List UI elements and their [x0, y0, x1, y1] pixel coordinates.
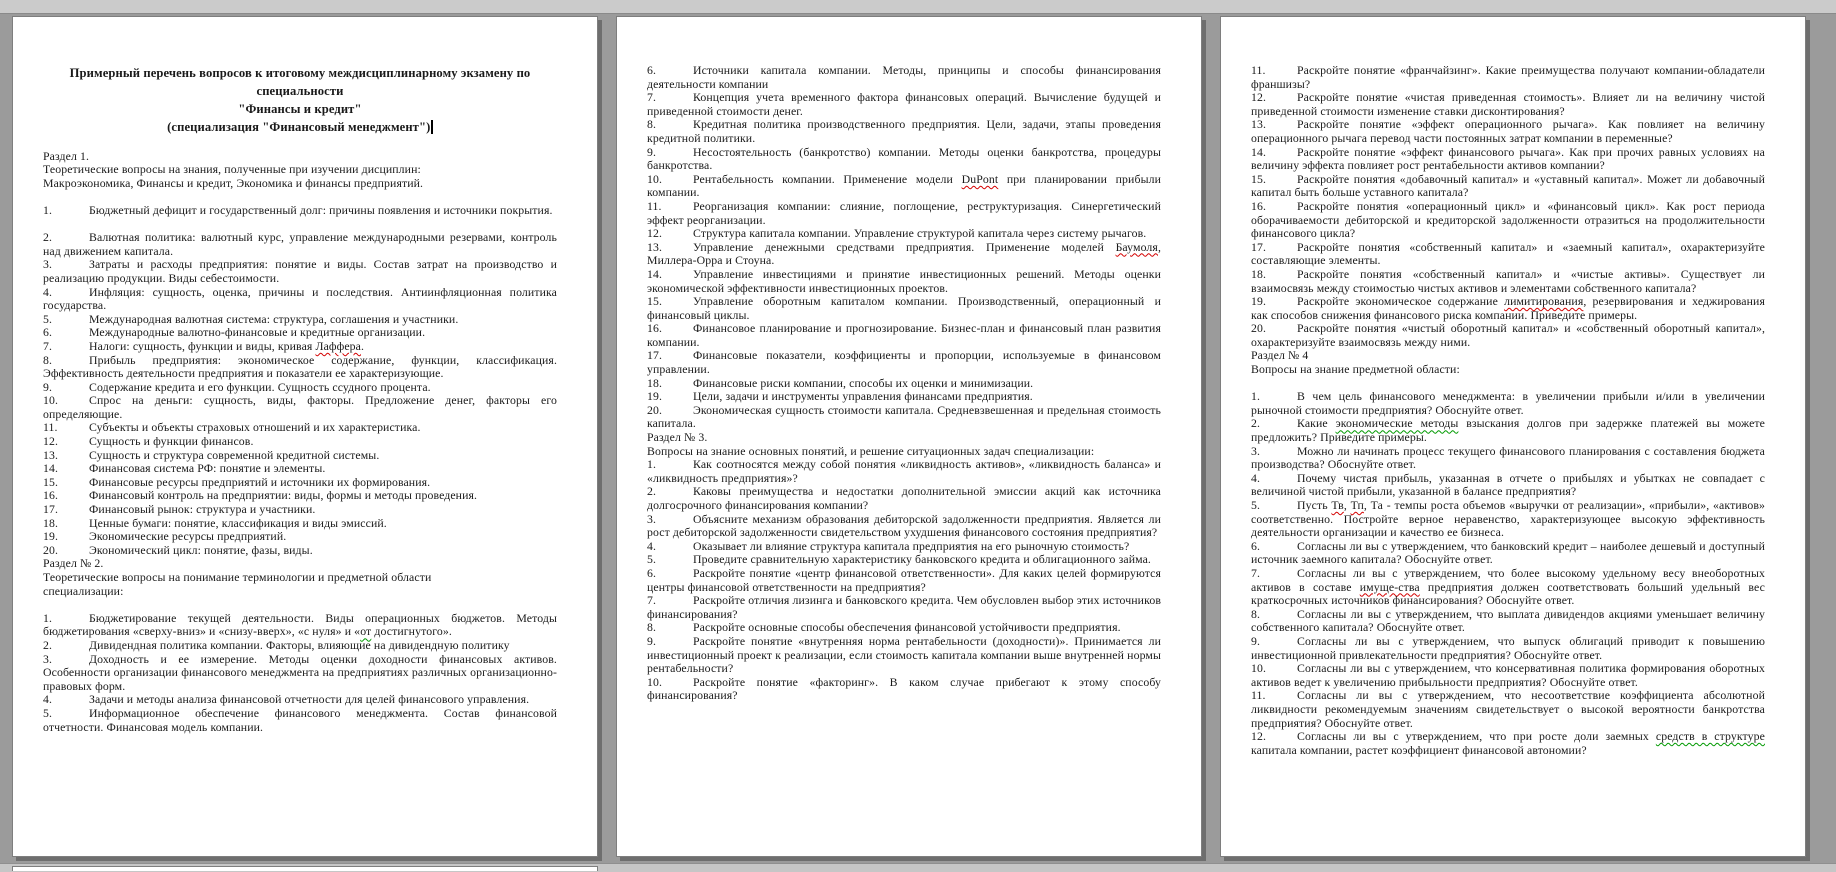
item-number: 20.: [647, 402, 663, 417]
text-run: Раскройте понятие «центр финансовой ответственности». Для каких целей формируются центры финансовой ответственности на предприятия?: [647, 565, 1161, 594]
text-run: Теоретические вопросы на понимание терминологии и предметной области: [43, 570, 432, 584]
question-list-item: [647, 295, 1161, 322]
item-number: 13.: [647, 239, 663, 254]
item-number: 9.: [647, 144, 657, 159]
text-run: Вопросы на знание предметной области:: [1251, 362, 1460, 377]
question-list-item: [1251, 472, 1765, 499]
item-number: 2.: [647, 484, 657, 499]
doc-title-line: [43, 100, 557, 118]
paragraph: [1251, 349, 1765, 363]
question-list-item: [647, 118, 1161, 145]
item-number: 2.: [43, 637, 53, 652]
text-run: Затраты и расходы предприятия: понятие и виды. Состав затрат на производство и реализацию продукции. Виды себестоимости.: [43, 257, 557, 285]
text-run: Международная валютная система: структура, соглашения и участники.: [89, 311, 459, 326]
item-number: 6.: [647, 63, 657, 77]
item-number: 3.: [43, 257, 53, 272]
text-run: Согласны ли вы с утверждением, что консервативная политика формирования оборотных активов ведет к увеличению прибыльности предприятия? Обоснуйте ответ.: [1251, 661, 1765, 689]
item-number: 10.: [43, 393, 59, 408]
question-list-item: [43, 449, 557, 463]
item-number: 16.: [1251, 198, 1267, 213]
item-number: 1.: [647, 457, 657, 472]
paragraph: [43, 557, 557, 571]
question-list-item: [1251, 146, 1765, 173]
item-number: 14.: [43, 461, 59, 476]
blank-line: [43, 598, 557, 612]
question-list-item: [43, 544, 557, 558]
question-list-item: [647, 146, 1161, 173]
spellcheck-underline: DuPont: [961, 171, 999, 186]
item-number: 6.: [43, 325, 53, 340]
question-list-item: [647, 91, 1161, 118]
paragraph: [647, 431, 1161, 445]
text-run: Сущность и структура современной кредитной системы.: [89, 447, 380, 462]
item-number: 8.: [647, 620, 657, 635]
item-number: 11.: [647, 198, 662, 213]
item-number: 17.: [1251, 239, 1267, 254]
item-number: 13.: [1251, 117, 1267, 132]
paragraph: [43, 163, 557, 177]
item-number: 19.: [43, 529, 59, 544]
text-run: Согласны ли вы с утверждением, что выплата дивидендов акциями уменьшает величину собственного капитала? Обоснуйте ответ.: [1251, 606, 1765, 635]
item-number: 16.: [647, 321, 663, 336]
question-list-item: [1251, 295, 1765, 322]
question-list-item: [43, 435, 557, 449]
text-run: Согласны ли вы с утверждением, что банковский кредит – наиболее дешевый и доступный источник заемного капитала? Обоснуйте ответ.: [1251, 538, 1765, 567]
text-run: специализации:: [43, 583, 124, 598]
text-run: Финансовая система РФ: понятие и элементы.: [89, 461, 326, 476]
item-number: 3.: [1251, 443, 1261, 458]
question-list-item: [43, 639, 557, 653]
item-number: 14.: [1251, 144, 1267, 159]
question-list-item: [647, 458, 1161, 485]
question-list-item: [43, 653, 557, 694]
item-number: 4.: [43, 284, 53, 299]
item-number: 3.: [647, 511, 657, 526]
text-run: Финансовые показатели, коэффициенты и пропорции, используемые в финансовом управлении.: [647, 348, 1161, 377]
text-run: Раскройте понятия «добавочный капитал» и «уставный капитал». Может ли добавочный капитал быть больше уставного капитала?: [1251, 171, 1765, 200]
text-run: Раздел 1.: [43, 148, 90, 163]
text-run: Спрос на деньги: сущность, виды, факторы. Предложение денег, факторы его определяющие.: [43, 393, 557, 421]
item-number: 11.: [1251, 688, 1266, 703]
question-list-item: [43, 503, 557, 517]
item-number: 2.: [1251, 416, 1261, 431]
item-number: 18.: [43, 515, 59, 530]
doc-title-line: [43, 64, 557, 82]
paragraph: [647, 445, 1161, 459]
text-run: Вопросы на знание основных понятий, и решение ситуационных задач специализации:: [647, 443, 1095, 458]
text-run: В чем цель финансового менеджмента: в увеличении прибыли и/или в увеличении рыночной стоимости предприятия? Обоснуйте ответ.: [1251, 389, 1765, 417]
question-list-item: [43, 421, 557, 435]
item-number: 6.: [647, 565, 657, 580]
blank-line: [43, 190, 557, 204]
text-run: Структура капитала компании. Управление структурой капитала через систему рычагов.: [693, 226, 1147, 241]
question-list-item: [43, 612, 557, 639]
doc-title-line: [43, 82, 557, 100]
question-list-item: [43, 340, 557, 354]
item-number: 7.: [647, 593, 657, 608]
document-area-top-strip: [0, 0, 1836, 14]
question-list-item: [43, 462, 557, 476]
question-list-item: [1251, 608, 1765, 635]
text-run: Рентабельность компании. Применение модели: [693, 171, 962, 186]
item-number: 5.: [43, 311, 53, 326]
text-run: (специализация "Финансовый менеджмент"): [167, 120, 431, 134]
blank-line: [1251, 377, 1765, 391]
text-run: Какие: [1297, 416, 1336, 431]
document-page-4-top-edge[interactable]: [12, 866, 598, 871]
question-list-item: [43, 258, 557, 285]
text-run: Содержание кредита и его функции. Сущность ссудного процента.: [89, 379, 431, 394]
question-list-item: [43, 394, 557, 421]
item-number: 1.: [1251, 389, 1261, 404]
question-list-item: [43, 313, 557, 327]
question-list-item: [1251, 445, 1765, 472]
text-run: капитала компании, растет коэффициент финансовой автономии?: [1251, 742, 1587, 757]
text-run: Экономические ресурсы предприятий.: [89, 529, 287, 544]
question-list-item: [647, 268, 1161, 295]
question-list-item: [1251, 241, 1765, 268]
text-run: Ценные бумаги: понятие, классификация и виды эмиссий.: [89, 515, 387, 530]
item-number: 6.: [1251, 538, 1261, 553]
item-number: 15.: [1251, 171, 1267, 186]
item-number: 9.: [1251, 633, 1261, 648]
question-list-item: [1251, 730, 1765, 757]
item-number: 16.: [43, 488, 59, 503]
question-list-item: [647, 594, 1161, 621]
item-number: 2.: [43, 230, 53, 245]
question-list-item: [647, 553, 1161, 567]
question-list-item: [647, 513, 1161, 540]
item-number: 3.: [43, 651, 53, 666]
item-number: 14.: [647, 266, 663, 281]
item-number: 18.: [1251, 266, 1267, 281]
text-run: , Та - темпы роста объемов «выручки от реализации», «прибыли», «активов» соответственно. Постройте верное неравенство, характеризующее высокую эффективность деятельности организации и качество ее бизнеса.: [1251, 498, 1765, 540]
text-run: .: [361, 338, 365, 353]
spellcheck-underline: Баумоля: [1115, 239, 1158, 254]
question-list-item: [43, 381, 557, 395]
text-run: Согласны ли вы с утверждением, что выпуск облигаций приводит к повышению инвестиционной привлекательности предприятия? Обоснуйте ответ.: [1251, 633, 1765, 662]
text-run: Раздел № 2.: [43, 556, 104, 571]
text-run: Объясните механизм образования дебиторской задолженности предприятия. Является ли рост дебиторской задолженности свидетельством ухудшения финансового состояния предприятия?: [647, 511, 1161, 540]
text-run: Бюджетный дефицит и государственный долг: причины появления и источники покрытия.: [89, 202, 553, 217]
question-list-item: [1251, 417, 1765, 444]
text-run: Информационное обеспечение финансового менеджмента. Состав финансовой отчетности. Финансовая модель компании.: [43, 705, 557, 734]
question-list-item: [647, 567, 1161, 594]
text-run: Экономический цикл: понятие, фазы, виды.: [89, 542, 313, 557]
text-run: Раскройте понятие «франчайзинг». Какие преимущества получают компании-обладатели франшизы?: [1251, 63, 1765, 91]
item-number: 10.: [647, 674, 663, 689]
text-run: Финансовые риски компании, способы их оценки и минимизации.: [693, 375, 1034, 390]
question-list-item: [43, 204, 557, 218]
question-list-item: [43, 693, 557, 707]
question-list-item: [43, 530, 557, 544]
document-page-2[interactable]: [616, 16, 1202, 857]
question-list-item: [1251, 662, 1765, 689]
question-list-item: [647, 349, 1161, 376]
question-list-item: [647, 540, 1161, 554]
question-list-item: [647, 227, 1161, 241]
text-run: Кредитная политика производственного предприятия. Цели, задачи, этапы проведения кредитной политики.: [647, 117, 1161, 145]
blank-line: [43, 136, 557, 150]
spellcheck-underline: имуще-ства: [1359, 579, 1420, 594]
text-run: при планировании прибыли компании.: [647, 171, 1161, 200]
text-run: Раскройте понятие «эффект операционного рычага». Как повлияет на величину операционного рычага перевод части постоянных затрат компании в переменные?: [1251, 117, 1765, 145]
item-number: 10.: [647, 171, 663, 186]
text-run: "Финансы и кредит": [238, 102, 362, 116]
item-number: 17.: [647, 348, 663, 363]
item-number: 12.: [647, 226, 663, 241]
text-run: Почему чистая прибыль, указанная в отчете о прибылях и убытках не совпадает с величиной чистой прибыли, указанной в балансе предприятия?: [1251, 470, 1765, 499]
doc-title-line: [43, 118, 557, 136]
question-list-item: [647, 676, 1161, 703]
text-run: Концепция учета временного фактора финансовых операций. Вычисление будущей и приведенной стоимости денег.: [647, 90, 1161, 118]
paragraph: [43, 571, 557, 585]
text-run: Согласны ли вы с утверждением, что при росте доли заемных: [1297, 729, 1656, 744]
document-page-3[interactable]: [1220, 16, 1806, 857]
spellcheck-underline: лимитирования: [1504, 294, 1584, 309]
text-run: Раздел № 3.: [647, 430, 708, 445]
text-run: Финансовый контроль на предприятии: виды, формы и методы проведения.: [89, 488, 478, 503]
item-number: 1.: [43, 610, 53, 625]
text-run: Раскройте отличия лизинга и банковского кредита. Чем обусловлен выбор этих источников финансирования?: [647, 593, 1161, 621]
question-list-item: [43, 489, 557, 503]
text-run: Проведите сравнительную характеристику банковского кредита и облигационного займа.: [693, 552, 1151, 567]
item-number: 9.: [43, 379, 53, 394]
item-number: 5.: [1251, 498, 1261, 512]
question-list-item: [647, 390, 1161, 404]
paragraph: [1251, 363, 1765, 377]
text-run: Управление денежными средствами предприятия. Применение моделей: [693, 239, 1116, 254]
text-run: Раскройте понятия «чистый оборотный капитал» и «собственный оборотный капитал», охарактеризуйте взаимосвязь между ними.: [1251, 321, 1765, 349]
item-number: 18.: [647, 375, 663, 390]
item-number: 19.: [1251, 294, 1267, 309]
text-run: Управление инвестициями и принятие инвестиционных решений. Методы оценки экономической эффективности инвестиционных проектов.: [647, 266, 1161, 295]
text-run: Экономическая сущность стоимости капитала. Средневзвешенная и предельная стоимость капитала.: [647, 402, 1161, 431]
item-number: 8.: [43, 352, 53, 367]
text-run: Субъекты и объекты страховых отношений и их характеристика.: [89, 420, 421, 435]
question-list-item: [1251, 390, 1765, 417]
paragraph: [43, 585, 557, 599]
item-number: 12.: [1251, 729, 1267, 744]
item-number: 13.: [43, 447, 59, 462]
text-run: Раскройте основные способы обеспечения финансовой устойчивости предприятия.: [693, 620, 1121, 635]
text-run: Раскройте понятие «внутренняя норма рентабельности (доходности)». Принимается ли инвестиционный проект к реализации, если стоимость капитала компании выше внутренней нормы рентабельности?: [647, 633, 1161, 676]
grammar-underline: от: [360, 624, 372, 639]
item-number: 20.: [43, 542, 59, 557]
item-number: 15.: [647, 294, 663, 309]
text-run: взыскания долгов при задержке платежей вы можете предложить? Приведите примеры.: [1251, 416, 1765, 445]
question-list-item: [1251, 689, 1765, 730]
text-run: Цели, задачи и инструменты управления финансами предприятия.: [693, 389, 1033, 404]
text-run: Теоретические вопросы на знания, полученные при изучении дисциплин:: [43, 162, 421, 177]
text-run: ,: [1343, 498, 1351, 512]
item-number: 1.: [43, 202, 53, 217]
question-list-item: [1251, 173, 1765, 200]
question-list-item: [647, 322, 1161, 349]
text-run: Инфляция: сущность, оценка, причины и последствия. Антиинфляционная политика государства.: [43, 284, 557, 313]
question-list-item: [43, 517, 557, 531]
item-number: 9.: [647, 633, 657, 648]
text-run: Прибыль предприятия: экономическое содержание, функции, классификация. Эффективность деятельности предприятия и показатели ее характеризующие.: [43, 352, 557, 381]
question-list-item: [43, 286, 557, 313]
question-list-item: [1251, 540, 1765, 567]
text-run: Можно ли начинать процесс текущего финансового планирования с составления бюджета производства? Обоснуйте ответ.: [1251, 443, 1765, 472]
question-list-item: [1251, 268, 1765, 295]
item-number: 5.: [647, 552, 657, 567]
question-list-item: [1251, 91, 1765, 118]
text-run: Раздел № 4: [1251, 348, 1309, 363]
spellcheck-underline: Лаффера: [315, 338, 362, 353]
question-list-item: [647, 241, 1161, 268]
item-number: 20.: [1251, 321, 1267, 336]
question-list-item: [647, 635, 1161, 676]
item-number: 17.: [43, 502, 59, 517]
text-run: Международные валютно-финансовые и кредитные организации.: [89, 325, 426, 340]
text-run: Согласны ли вы с утверждением, что несоответствие коэффициента абсолютной ликвидности рекомендуемым значениям свидетельствует о высокой вероятности банкротства предприятия? Обоснуйте ответ.: [1251, 688, 1765, 730]
document-page-1[interactable]: [12, 16, 598, 857]
item-number: 10.: [1251, 661, 1267, 676]
item-number: 12.: [43, 434, 59, 449]
text-run: Валютная политика: валютный курс, управление международными резервами, контроль над движением капитала.: [43, 230, 557, 258]
text-run: специальности: [256, 84, 344, 98]
item-number: 5.: [43, 705, 53, 720]
text-run: , Миллера-Орра и Стоуна.: [647, 239, 1161, 268]
text-run: Источники капитала компании. Методы, принципы и способы финансирования деятельности компании: [647, 63, 1161, 91]
text-run: предприятия должен соответствовать больший удельный вес краткосрочных источников финансирования? Обоснуйте ответ.: [1251, 579, 1765, 608]
text-run: Финансовое планирование и прогнозирование. Бизнес-план и финансовый план развития компании.: [647, 321, 1161, 349]
text-run: Раскройте понятие «факторинг». В каком случае прибегают к этому способу финансирования?: [647, 674, 1161, 703]
text-run: Пусть: [1297, 498, 1332, 512]
question-list-item: [647, 485, 1161, 512]
question-list-item: [1251, 499, 1765, 540]
item-number: 8.: [647, 117, 657, 132]
text-run: Финансовые ресурсы предприятий и источники их формирования.: [89, 474, 431, 489]
text-run: Дивидендная политика компании. Факторы, влияющие на дивидендную политику: [89, 637, 510, 652]
question-list-item: [647, 200, 1161, 227]
item-number: 4.: [43, 692, 53, 707]
item-number: 12.: [1251, 90, 1267, 105]
text-run: Несостоятельность (банкротство) компании. Методы оценки банкротства, процедуры банкротства.: [647, 144, 1161, 173]
grammar-underline: экономические методы: [1335, 416, 1459, 431]
text-run: Согласны ли вы с утверждением, что более высокому удельному весу внеоборотных активов в составе: [1251, 565, 1765, 594]
text-run: Как соотносятся между собой понятия «ликвидность активов», «ликвидность баланса» и «ликвидность предприятия»?: [647, 457, 1161, 485]
text-run: Реорганизация компании: слияние, поглощение, реструктуризация. Синергетический эффект реорганизации.: [647, 198, 1161, 227]
text-run: Раскройте понятия «операционный цикл» и «финансовый цикл». Как рост периода оборачиваемости дебиторской и кредиторской задолженности отразиться на продолжительности финансового цикла?: [1251, 198, 1765, 241]
text-run: Раскройте понятие «эффект финансового рычага». Как при прочих равных условиях на величину эффекта повлияет рост рентабельности активов компании?: [1251, 144, 1765, 173]
text-run: Сущность и функции финансов.: [89, 434, 254, 449]
item-number: 4.: [647, 538, 657, 553]
text-run: Примерный перечень вопросов к итоговому междисциплинарному экзамену по: [69, 66, 531, 80]
question-list-item: [43, 231, 557, 258]
item-number: 7.: [1251, 565, 1261, 580]
text-run: Финансовый рынок: структура и участники.: [89, 502, 316, 517]
text-run: Макроэкономика, Финансы и кредит, Экономика и финансы предприятий.: [43, 175, 424, 190]
text-run: Задачи и методы анализа финансовой отчетности для целей финансового управления.: [89, 692, 530, 707]
item-number: 7.: [43, 338, 53, 353]
question-list-item: [43, 476, 557, 490]
question-list-item: [1251, 200, 1765, 241]
paragraph: [43, 177, 557, 191]
item-number: 7.: [647, 90, 657, 105]
text-run: Раскройте понятия «собственный капитал» и «чистые активы». Существует ли взаимосвязь между стоимостью чистых активов и элементами собственного капитала?: [1251, 266, 1765, 295]
question-list-item: [1251, 64, 1765, 91]
text-run: Раскройте понятия «собственный капитал» и «заемный капитал», охарактеризуйте составляющие элементы.: [1251, 239, 1765, 268]
question-list-item: [43, 707, 557, 734]
question-list-item: [647, 64, 1161, 91]
item-number: 8.: [1251, 606, 1261, 621]
text-run: Раскройте экономическое содержание: [1297, 294, 1505, 309]
question-list-item: [1251, 322, 1765, 349]
question-list-item: [43, 326, 557, 340]
question-list-item: [647, 173, 1161, 200]
text-run: Бюджетирование текущей деятельности. Виды операционных бюджетов. Методы бюджетирования «сверху-вниз» и «снизу-вверх», «с нуля» и «: [43, 610, 557, 639]
text-run: Налоги: сущность, функции и виды, кривая: [89, 338, 316, 353]
spellcheck-underline: Тв: [1331, 498, 1344, 512]
item-number: 15.: [43, 474, 59, 489]
text-run: , резервирования и хеджирования как способов снижения финансового риска компании. Приведите примеры.: [1251, 294, 1765, 322]
grammar-underline: средств в структуре: [1655, 729, 1765, 744]
question-list-item: [647, 621, 1161, 635]
blank-line: [43, 218, 557, 232]
text-run: Раскройте понятие «чистая приведенная стоимость». Влияет ли на величину чистой приведенной стоимости изменение ставки дисконтирования?: [1251, 90, 1765, 118]
text-cursor: [431, 120, 433, 134]
question-list-item: [1251, 635, 1765, 662]
text-run: Доходность и ее измерение. Методы оценки доходности финансовых активов. Особенности организации финансового менеджмента на предприятиях различных организационно-правовых форм.: [43, 651, 557, 693]
text-run: Оказывает ли влияние структура капитала предприятия на его рыночную стоимость?: [693, 538, 1130, 553]
item-number: 4.: [1251, 470, 1261, 485]
item-number: 11.: [43, 420, 58, 435]
spellcheck-underline: Тп: [1350, 498, 1364, 512]
text-run: достигнутого».: [371, 624, 452, 639]
item-number: 11.: [1251, 63, 1266, 77]
text-run: Управление оборотным капиталом компании. Производственный, операционный и финансовый циклы.: [647, 294, 1161, 322]
paragraph: [43, 150, 557, 164]
question-list-item: [43, 354, 557, 381]
question-list-item: [647, 377, 1161, 391]
question-list-item: [647, 404, 1161, 431]
question-list-item: [1251, 567, 1765, 608]
item-number: 19.: [647, 389, 663, 404]
text-run: Каковы преимущества и недостатки дополнительной эмиссии акций как источника долгосрочного финансирования компании?: [647, 484, 1161, 512]
question-list-item: [1251, 118, 1765, 145]
